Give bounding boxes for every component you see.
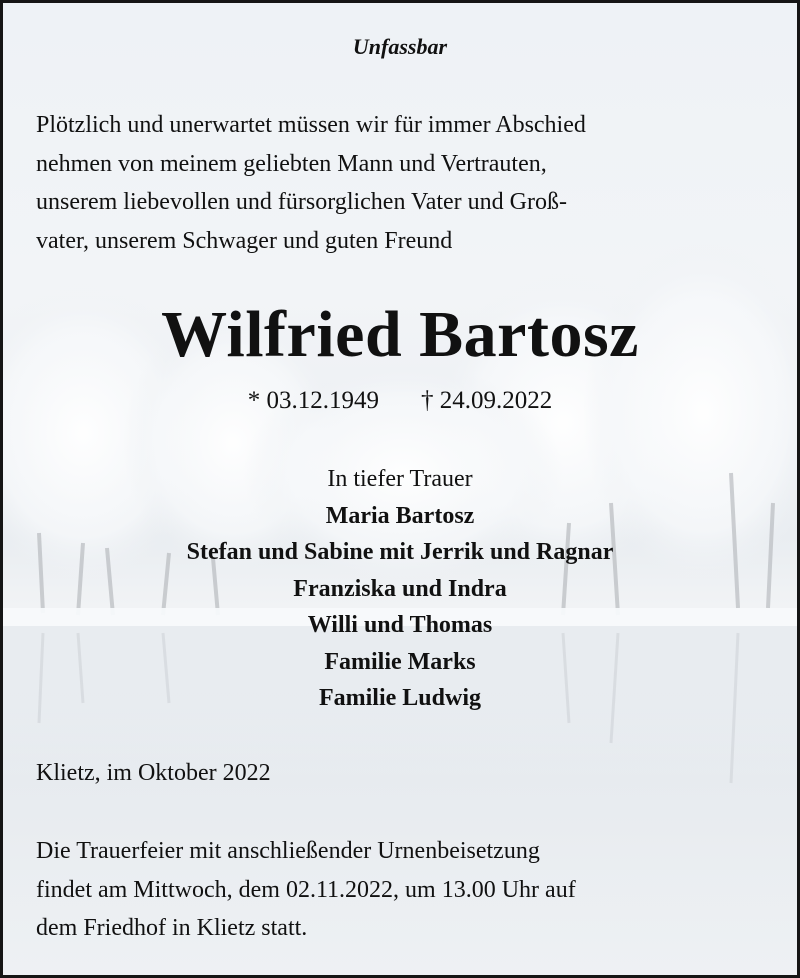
ceremony-line: Die Trauerfeier mit anschließender Urnenbeisetzung bbox=[36, 838, 540, 864]
mourner-name: Franziska und Indra bbox=[293, 575, 507, 602]
ceremony-paragraph bbox=[36, 832, 762, 948]
announcement-line: unserem liebevollen und fürsorglichen Vater und Groß- bbox=[36, 189, 567, 215]
announcement-line: vater, unserem Schwager und guten Freund bbox=[36, 227, 453, 254]
notice-content bbox=[3, 3, 797, 975]
mourner-name: Maria Bartosz bbox=[325, 502, 475, 529]
birth-date: * 03.12.1949 bbox=[247, 387, 379, 414]
mourning-lead: In tiefer Trauer bbox=[327, 466, 473, 492]
life-dates bbox=[3, 387, 797, 415]
ceremony-line: findet am Mittwoch, dem 02.11.2022, um 13.00 Uhr auf bbox=[36, 876, 576, 903]
announcement-paragraph bbox=[36, 106, 762, 260]
place-and-date: Klietz, im Oktober 2022 bbox=[36, 760, 271, 786]
mourner-name: Familie Marks bbox=[324, 648, 476, 675]
mourners-block bbox=[3, 461, 797, 717]
death-date: † 24.09.2022 bbox=[421, 387, 553, 414]
deceased-name: Wilfried Bartosz bbox=[161, 298, 639, 371]
intro-title: Unfassbar bbox=[352, 34, 448, 59]
mourner-name: Willi und Thomas bbox=[307, 612, 493, 638]
announcement-line: Plötzlich und unerwartet müssen wir für immer Abschied bbox=[36, 112, 586, 138]
mourner-name: Stefan und Sabine mit Jerrik und Ragnar bbox=[186, 539, 614, 565]
ceremony-line: dem Friedhof in Klietz statt. bbox=[36, 915, 308, 941]
announcement-line: nehmen von meinem geliebten Mann und Vertrauten, bbox=[36, 150, 547, 177]
mourner-name: Familie Ludwig bbox=[318, 685, 481, 711]
